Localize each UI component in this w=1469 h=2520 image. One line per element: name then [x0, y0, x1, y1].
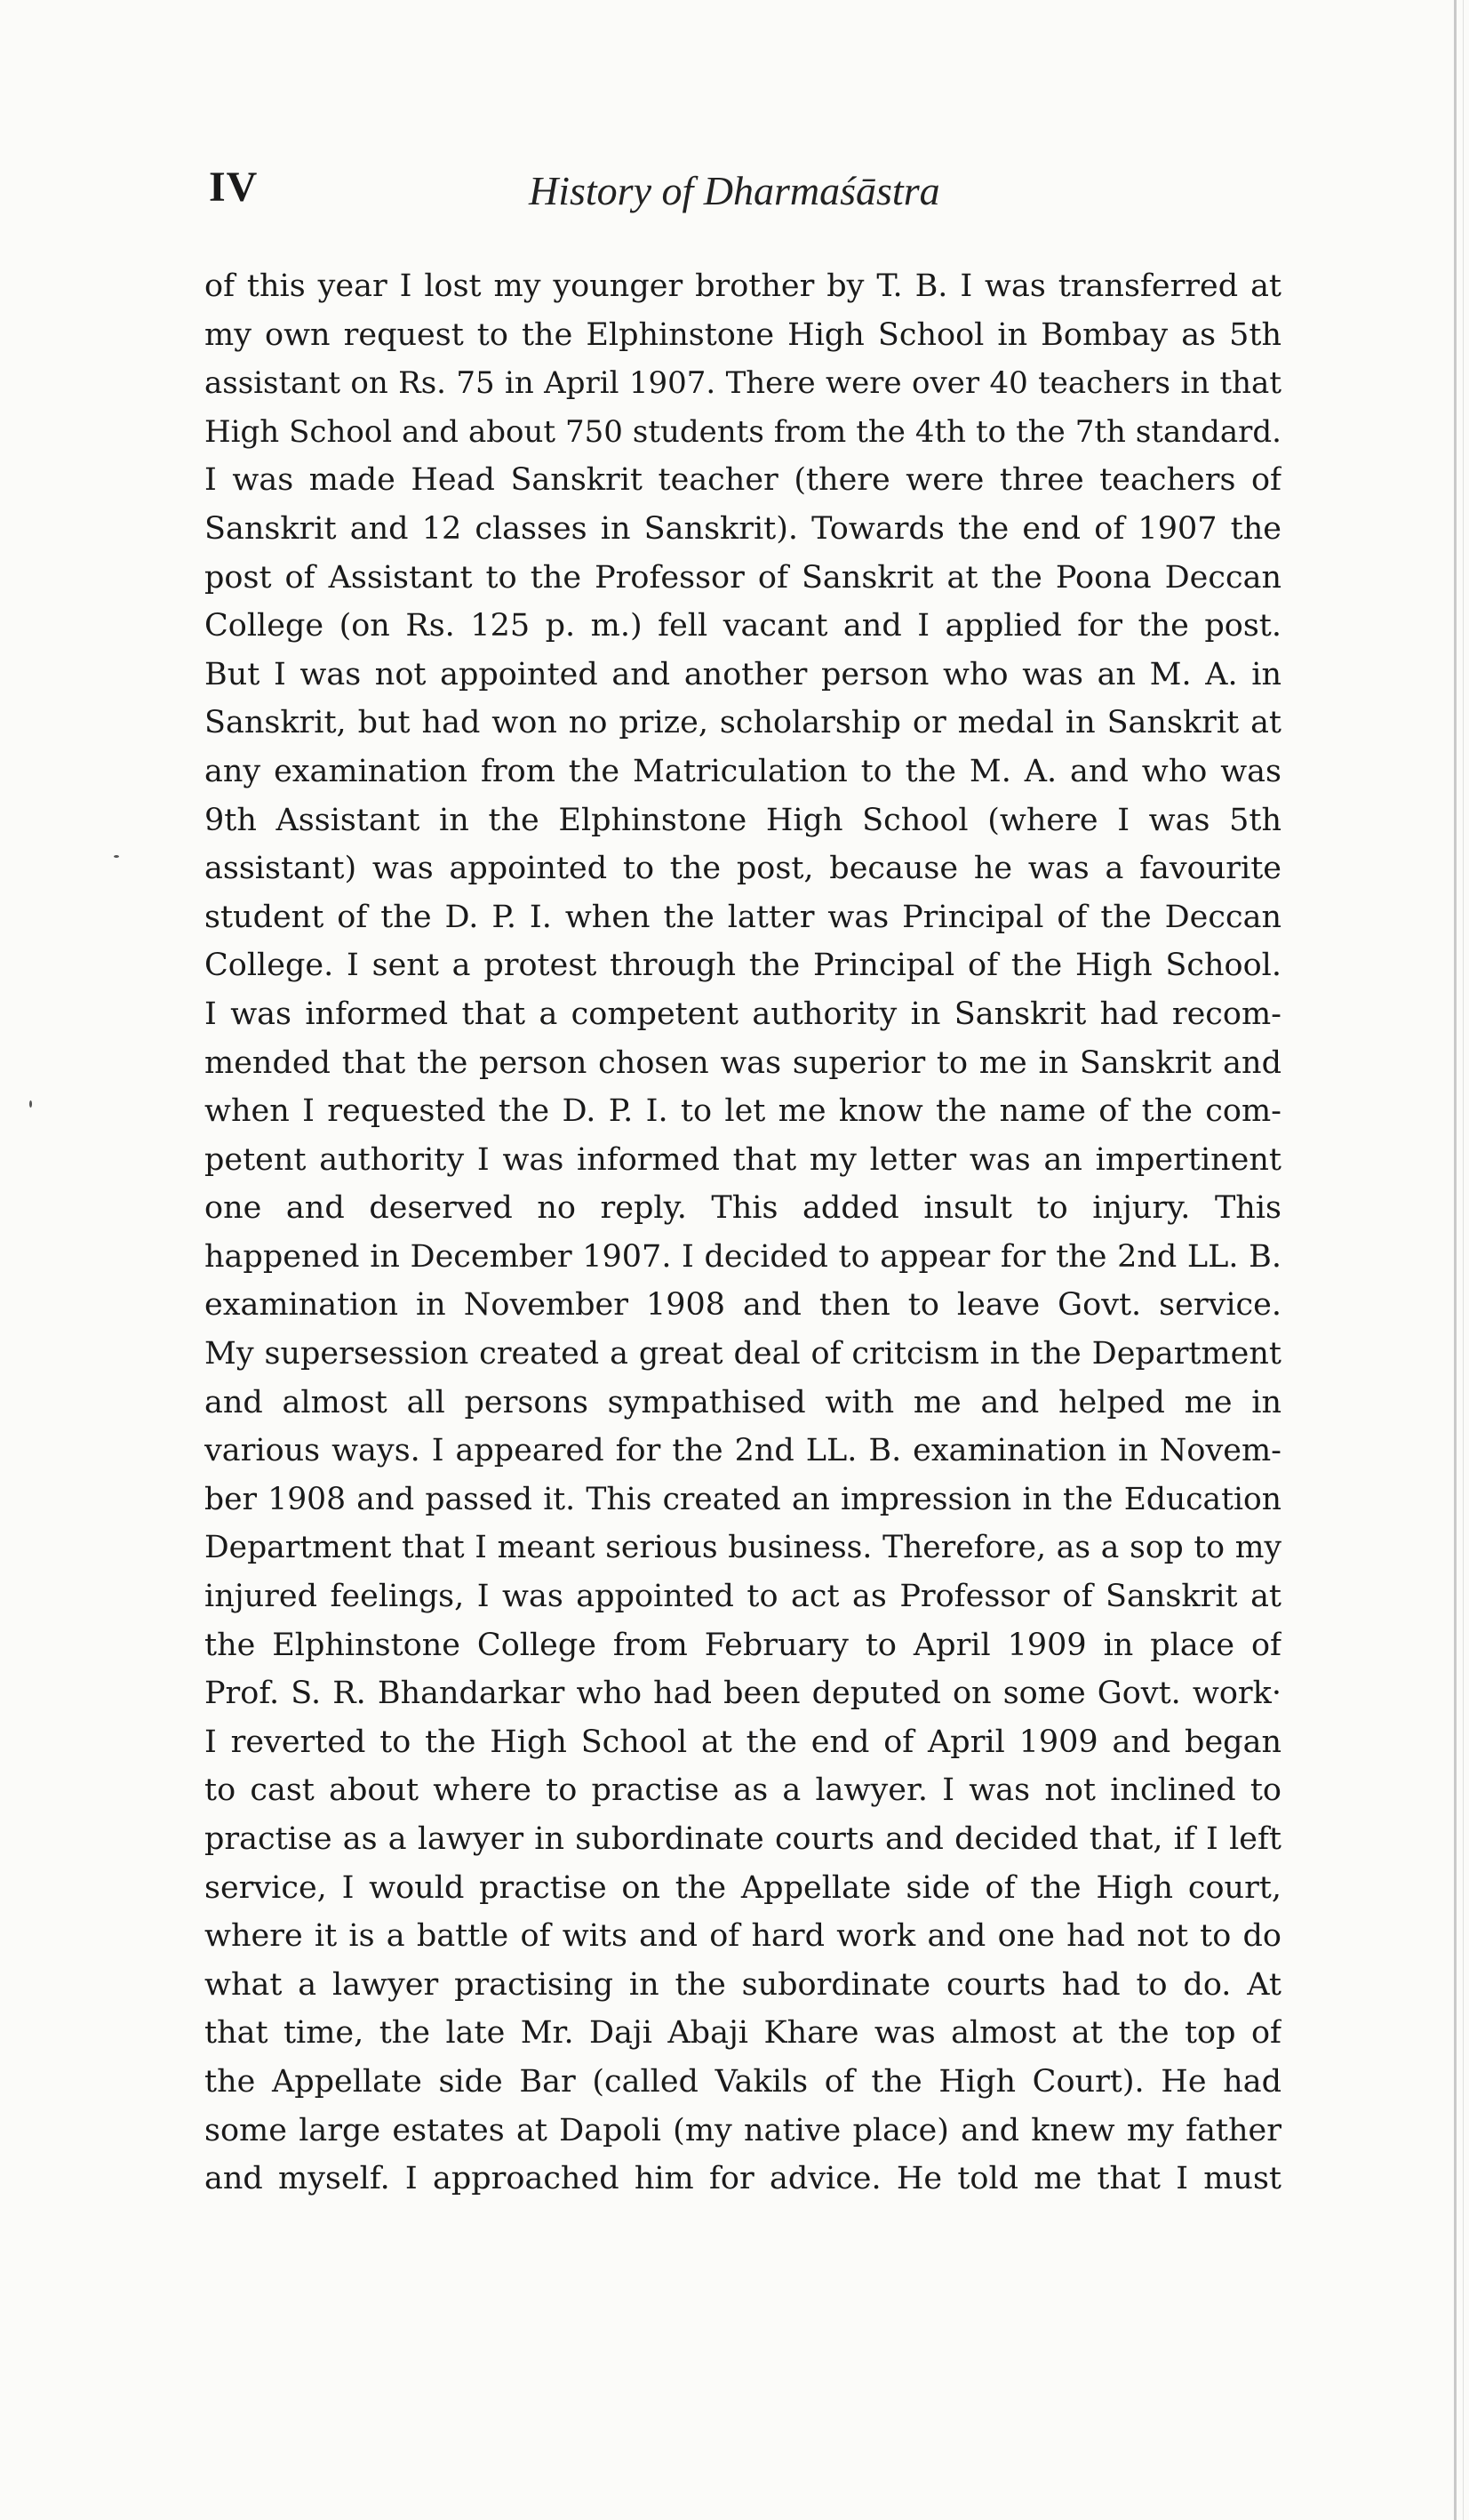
text-line: I was informed that a competent authority in Sanskrit had recom-	[204, 996, 1281, 1032]
text-line: that time, the late Mr. Daji Abaji Khare was almost at the top of	[204, 2015, 1281, 2052]
print-speck	[114, 855, 119, 858]
text-line: Sanskrit, but had won no prize, scholarship or medal in Sanskrit at	[204, 705, 1281, 741]
text-line: the Elphinstone College from February to April 1909 in place of	[204, 1627, 1281, 1663]
text-line: the Appellate side Bar (called Vakils of the High Court). He had	[204, 2063, 1281, 2100]
text-line: mended that the person chosen was superior to me in Sanskrit and	[204, 1044, 1281, 1081]
text-line: my own request to the Elphinstone High School in Bombay as 5th	[204, 316, 1281, 353]
text-line: College. I sent a protest through the Principal of the High School.	[204, 948, 1281, 984]
text-line: to cast about where to practise as a lawyer. I was not inclined to	[204, 1772, 1281, 1809]
running-title: History of Dharmaśāstra	[529, 168, 940, 213]
text-line: any examination from the Matriculation to the M. A. and who was	[204, 753, 1281, 789]
body-text	[204, 262, 1281, 2204]
text-line: various ways. I appeared for the 2nd LL. B. examination in Novem-	[204, 1433, 1281, 1469]
text-line: what a lawyer practising in the subordinate courts had to do. At	[204, 1966, 1281, 2003]
text-line: service, I would practise on the Appellate side of the High court,	[204, 1869, 1281, 1906]
text-line: of this year I lost my younger brother by T. B. I was transferred at	[204, 268, 1281, 304]
text-line: High School and about 750 students from the 4th to the 7th standard.	[204, 413, 1281, 450]
text-line: I was made Head Sanskrit teacher (there were three teachers of	[204, 462, 1281, 499]
text-line: where it is a battle of wits and of hard work and one had not to do	[204, 1918, 1281, 1955]
text-line: But I was not appointed and another person who was an M. A. in	[204, 656, 1281, 692]
page-number: IV	[209, 164, 259, 211]
text-line: College (on Rs. 125 p. m.) fell vacant and I applied for the post.	[204, 608, 1281, 644]
text-line: Department that I meant serious business. Therefore, as a sop to my	[204, 1530, 1281, 1566]
text-line: happened in December 1907. I decided to appear for the 2nd LL. B.	[204, 1238, 1281, 1275]
text-line: I reverted to the High School at the end of April 1909 and began	[204, 1724, 1281, 1760]
print-speck	[29, 1100, 32, 1108]
text-line: Prof. S. R. Bhandarkar who had been deputed on some Govt. work·	[204, 1676, 1281, 1712]
text-line: Sanskrit and 12 classes in Sanskrit). Towards the end of 1907 the	[204, 510, 1281, 547]
text-line: examination in November 1908 and then to leave Govt. service.	[204, 1287, 1281, 1324]
page-edge-shadow	[1454, 0, 1457, 2520]
text-line: assistant) was appointed to the post, because he was a favourite	[204, 851, 1281, 887]
text-line: 9th Assistant in the Elphinstone High School (where I was 5th	[204, 802, 1281, 838]
text-line: My supersession created a great deal of critcism in the Department	[204, 1336, 1281, 1372]
text-line: and myself. I approached him for advice. He told me that I must	[204, 2161, 1281, 2197]
text-line: assistant on Rs. 75 in April 1907. There were over 40 teachers in that	[204, 365, 1281, 402]
text-line: when I requested the D. P. I. to let me know the name of the com-	[204, 1093, 1281, 1130]
text-line: injured feelings, I was appointed to act as Professor of Sanskrit at	[204, 1579, 1281, 1615]
text-line: post of Assistant to the Professor of Sanskrit at the Poona Deccan	[204, 559, 1281, 596]
text-line: and almost all persons sympathised with me and helped me in	[204, 1384, 1281, 1420]
text-line: some large estates at Dapoli (my native place) and knew my father	[204, 2112, 1281, 2148]
text-line: one and deserved no reply. This added insult to injury. This	[204, 1190, 1281, 1227]
text-line: ber 1908 and passed it. This created an impression in the Education	[204, 1481, 1281, 1517]
page-edge-line	[1463, 0, 1464, 2520]
text-line: petent authority I was informed that my letter was an impertinent	[204, 1141, 1281, 1178]
text-line: student of the D. P. I. when the latter was Principal of the Deccan	[204, 899, 1281, 935]
text-line: practise as a lawyer in subordinate courts and decided that, if I left	[204, 1821, 1281, 1857]
